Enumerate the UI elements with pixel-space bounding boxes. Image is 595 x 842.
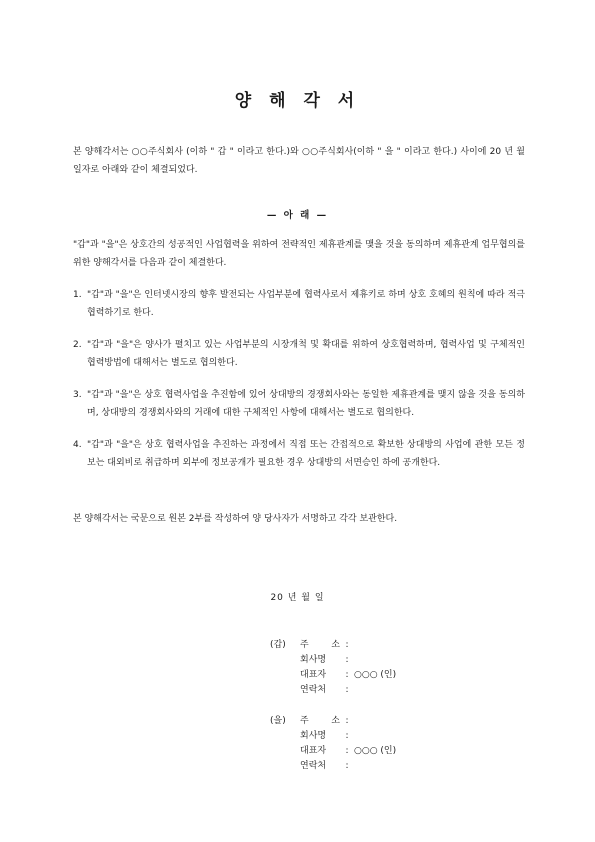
representative-label: 대표자 [300, 670, 327, 680]
signing-date: 20 년 월 일 [270, 593, 325, 603]
document-title: 양 해 각 서 [234, 91, 361, 111]
section-heading: — 아 래 — [266, 210, 329, 221]
party-b-block [270, 714, 510, 774]
party-a-company-row [270, 653, 510, 668]
address-label: 주 소 [300, 640, 340, 650]
party-b-prefix: (을) [270, 716, 286, 726]
party-a-prefix: (갑) [270, 640, 286, 650]
intro-paragraph: 본 양해각서는 ○○주식회사 (이하 " 갑 " 이라고 한다.)와 ○○주식회사(이하 " 을 " 이라고 한다.) 사이에 20 년 월 일자로 아래와 같이 체결되었다. [73, 147, 525, 175]
clause-item [73, 336, 525, 372]
colon: : [345, 685, 349, 695]
colon: : [345, 670, 349, 680]
clause-number: 2. [73, 340, 82, 350]
clause-list [73, 286, 525, 486]
clause-number: 3. [73, 390, 82, 400]
company-label: 회사명 [300, 731, 327, 741]
contact-label: 연락처 [300, 761, 327, 771]
representative-value: ○○○ (인) [354, 746, 397, 756]
colon: : [345, 655, 349, 665]
representative-label: 대표자 [300, 746, 327, 756]
company-label: 회사명 [300, 655, 327, 665]
party-a-block [270, 638, 510, 698]
colon: : [345, 731, 349, 741]
preamble-paragraph: "갑"과 "을"은 상호간의 성공적인 사업협력을 위하여 전략적인 제휴관계를 맺을 것을 동의하며 제휴관계 업무협의를 위한 양해각서를 다음과 같이 체결한다. [73, 240, 525, 268]
party-b-contact-row [270, 759, 510, 774]
clause-item [73, 286, 525, 322]
clause-item [73, 436, 525, 472]
clause-item [73, 386, 525, 422]
party-b-address-row [270, 714, 510, 729]
party-a-contact-row [270, 683, 510, 698]
colon: : [345, 746, 349, 756]
clause-number: 4. [73, 440, 82, 450]
clause-text: "갑"과 "을"은 인터넷시장의 향후 발전되는 사업부분에 협력사로서 제휴키로 하며 상호 호혜의 원칙에 따라 적극 협력하기로 한다. [87, 290, 525, 318]
clause-text: "갑"과 "을"은 양사가 펼치고 있는 사업부분의 시장개척 및 확대를 위하여 상호협력하며, 협력사업 및 구체적인 협력방법에 대해서는 별도로 협의한다. [87, 340, 525, 368]
colon: : [345, 640, 349, 650]
party-a-representative-row [270, 668, 510, 683]
party-b-company-row [270, 729, 510, 744]
clause-number: 1. [73, 290, 82, 300]
clause-text: "갑"과 "을"은 상호 협력사업을 추진함에 있어 상대방의 경쟁회사와는 동일한 제휴관계를 맺지 않을 것을 동의하며, 상대방의 경쟁회사와의 거래에 대한 구체적인 사항에 대해서는 별도로 협의한다. [87, 390, 525, 418]
colon: : [345, 716, 349, 726]
party-b-representative-row [270, 744, 510, 759]
address-label: 주 소 [300, 716, 340, 726]
party-a-address-row [270, 638, 510, 653]
colon: : [345, 761, 349, 771]
closing-paragraph: 본 양해각서는 국문으로 원본 2부를 작성하여 양 당사자가 서명하고 각각 보관한다. [73, 514, 398, 524]
representative-value: ○○○ (인) [354, 670, 397, 680]
contact-label: 연락처 [300, 685, 327, 695]
clause-text: "갑"과 "을"은 상호 협력사업을 추진하는 과정에서 직접 또는 간접적으로 확보한 상대방의 사업에 관한 모든 정보는 대외비로 취급하며 외부에 정보공개가 필요한 경우 상대방의 서면승인 하에 공개한다. [87, 440, 525, 468]
